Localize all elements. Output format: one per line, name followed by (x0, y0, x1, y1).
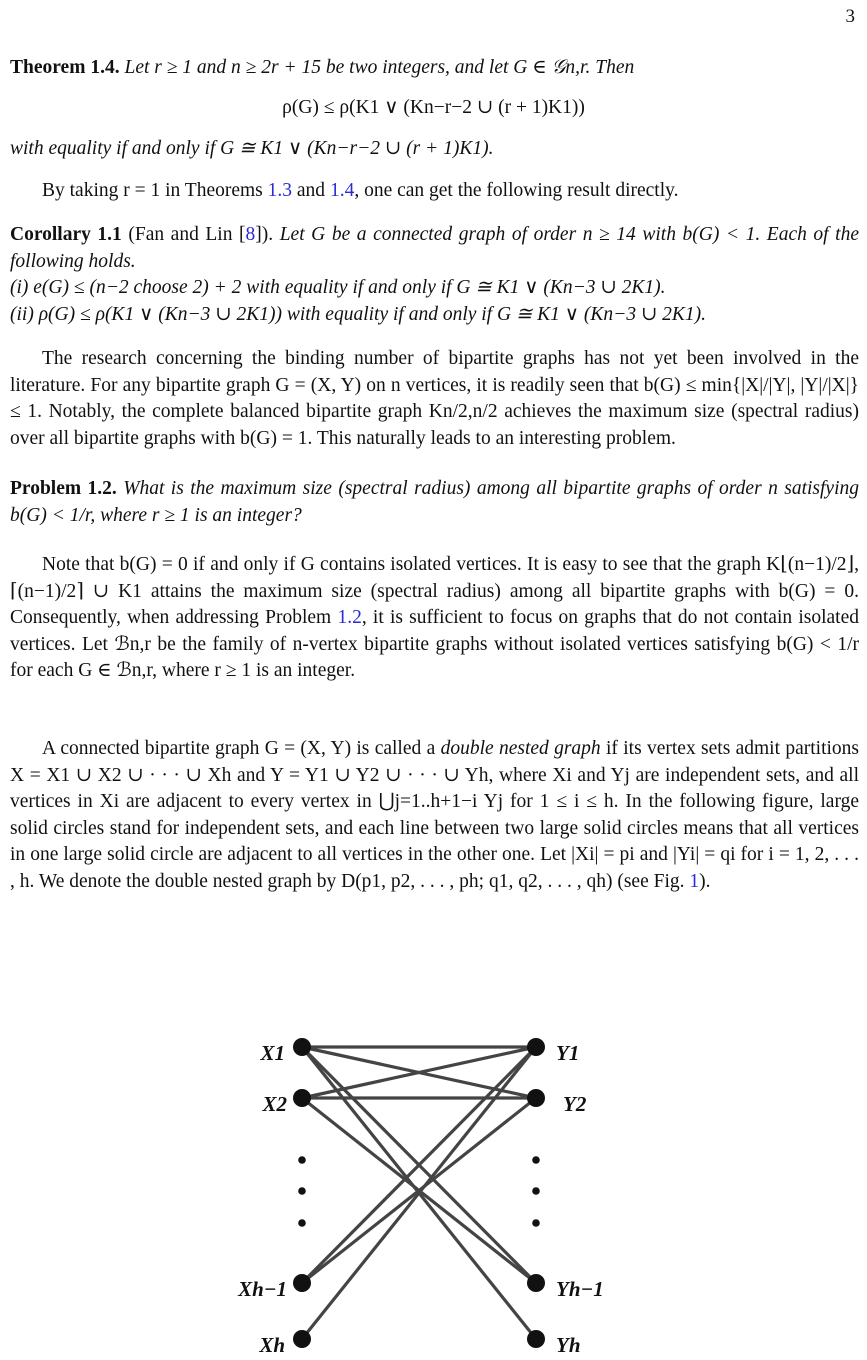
node-yh-1 (527, 1274, 545, 1292)
note-text-1: Note that b(G) = 0 if and only if G contains isolated vertices. It is easy to see that the graph K⌊(n−1)/2⌋,⌈(n−1)/2⌉ ∪ K1 attains the maximum size (spectral radius) among all bipartite graphs with b(G) = 0. Consequently, when addressing Problem (10, 554, 859, 628)
ellipsis-dot-left-1 (298, 1156, 306, 1164)
paragraph-taking (10, 178, 859, 205)
corollary-statement: Let G be a connected graph of order n ≥ 14 with b(G) < 1. Each of the following holds. (10, 224, 859, 272)
theorem-equation: ρ(G) ≤ ρ(K1 ∨ (Kn−r−2 ∪ (r + 1)K1)) (282, 97, 585, 118)
term-double-nested-graph: double nested graph (440, 738, 601, 759)
theorem-1-4 (10, 55, 859, 82)
ref-8[interactable]: 8 (245, 224, 256, 245)
ellipsis-dot-right-3 (532, 1219, 540, 1227)
label-xh-1: Xh−1 (238, 1277, 287, 1301)
ref-problem-1-2[interactable]: 1.2 (337, 607, 362, 628)
node-x2 (293, 1089, 311, 1107)
note-text-2: , it is sufficient to focus on graphs that do not contain isolated vertices. Let ℬn,r be the family of n-vertex bipartite graphs without isolated vertices satisfying b(G) < 1/r for each G ∈ ℬn,r, where r ≥ 1 is an integer. (10, 607, 859, 681)
corollary-label: Corollary 1.1 (10, 224, 122, 245)
node-y2 (527, 1089, 545, 1107)
label-yh: Yh (556, 1333, 581, 1357)
double-nested-graph-figure (0, 1025, 867, 1360)
paragraph-note (10, 552, 859, 685)
theorem-equality (10, 136, 859, 163)
page-number: 3 (845, 6, 855, 27)
taking-text-1: By taking r = 1 in Theorems (42, 180, 268, 201)
double-text-3: ). (699, 870, 711, 892)
double-text-1: A connected bipartite graph G = (X, Y) is called a (42, 738, 441, 759)
problem-statement: What is the maximum size (spectral radius) among all bipartite graphs of order n satisfying b(G) < 1/r, where r ≥ 1 is an integer? (10, 478, 859, 526)
taking-text-2: and (292, 180, 330, 201)
theorem-statement: Let r ≥ 1 and n ≥ 2r + 15 be two integers, and let G ∈ 𝒢n,r. Then (124, 57, 635, 78)
node-xh (293, 1330, 311, 1348)
node-yh (527, 1330, 545, 1348)
theorem-equality-text: with equality if and only if G ≅ K1 ∨ (Kn−r−2 ∪ (r + 1)K1). (10, 138, 494, 159)
ellipsis-dot-left-2 (298, 1187, 306, 1195)
corollary-item-2: (ii) ρ(G) ≤ ρ(K1 ∨ (Kn−3 ∪ 2K1)) with equality if and only if G ≅ K1 ∨ (Kn−3 ∪ 2K1). (10, 303, 707, 325)
node-x1 (293, 1038, 311, 1056)
theorem-label: Theorem 1.4. (10, 57, 120, 78)
corollary-attrib-2: ]). (255, 224, 280, 245)
problem-1-2 (10, 476, 859, 529)
problem-label: Problem 1.2. (10, 478, 117, 499)
label-x1: X1 (260, 1041, 285, 1065)
taking-text-3: , one can get the following result directly. (354, 180, 679, 201)
paragraph-research: The research concerning the binding number of bipartite graphs has not yet been involved in the literature. For any bipartite graph G = (X, Y) on n vertices, it is readily seen that b(G) ≤ min{|X|/|Y|, |Y|/|X|} ≤ 1. Notably, the complete balanced bipartite graph Kn/2,n/2 achieves the maximum size (spectral radius) over all bipartite graphs with b(G) = 1. This naturally leads to an interesting problem. (10, 348, 859, 449)
label-y1: Y1 (556, 1041, 580, 1065)
ref-figure-1[interactable]: 1 (689, 870, 700, 892)
corollary-1-1 (10, 222, 859, 328)
corollary-attrib-1: (Fan and Lin [ (121, 224, 246, 245)
double-text-2: if its vertex sets admit partitions X = X1 ∪ X2 ∪ · · · ∪ Xh and Y = Y1 ∪ Y2 ∪ · · · ∪ Yh, where Xi and Yj are independent sets, and all vertices in Xi are adjacent to every vertex in ⋃j=1..h+1−i Yj for 1 ≤ i ≤ h. In the following figure, large solid circles stand for independent sets, and each line between two large solid circles means that all vertices in one large solid circle are adjacent to all vertices in the other one. Let |Xi| = pi and |Yi| = qi for i = 1, 2, . . . , h. We denote the double nested graph by D(p1, p2, . . . , ph; q1, q2, . . . , qh) (see Fig. (10, 738, 859, 892)
ref-theorem-1-3[interactable]: 1.3 (267, 180, 293, 201)
ellipsis-dot-right-1 (532, 1156, 540, 1164)
paragraph-double-nested (10, 736, 859, 895)
label-yh-1: Yh−1 (556, 1277, 604, 1301)
ellipsis-dot-right-2 (532, 1187, 540, 1195)
label-xh: Xh (259, 1333, 285, 1357)
label-y2: Y2 (563, 1092, 587, 1116)
corollary-item-1: (i) e(G) ≤ (n−2 choose 2) + 2 with equality if and only if G ≅ K1 ∨ (Kn−3 ∪ 2K1). (10, 277, 666, 298)
figure-edges (302, 1047, 536, 1339)
ref-theorem-1-4[interactable]: 1.4 (329, 180, 355, 201)
ellipsis-dot-left-3 (298, 1219, 306, 1227)
node-y1 (527, 1038, 545, 1056)
label-x2: X2 (262, 1092, 287, 1116)
node-xh-1 (293, 1274, 311, 1292)
